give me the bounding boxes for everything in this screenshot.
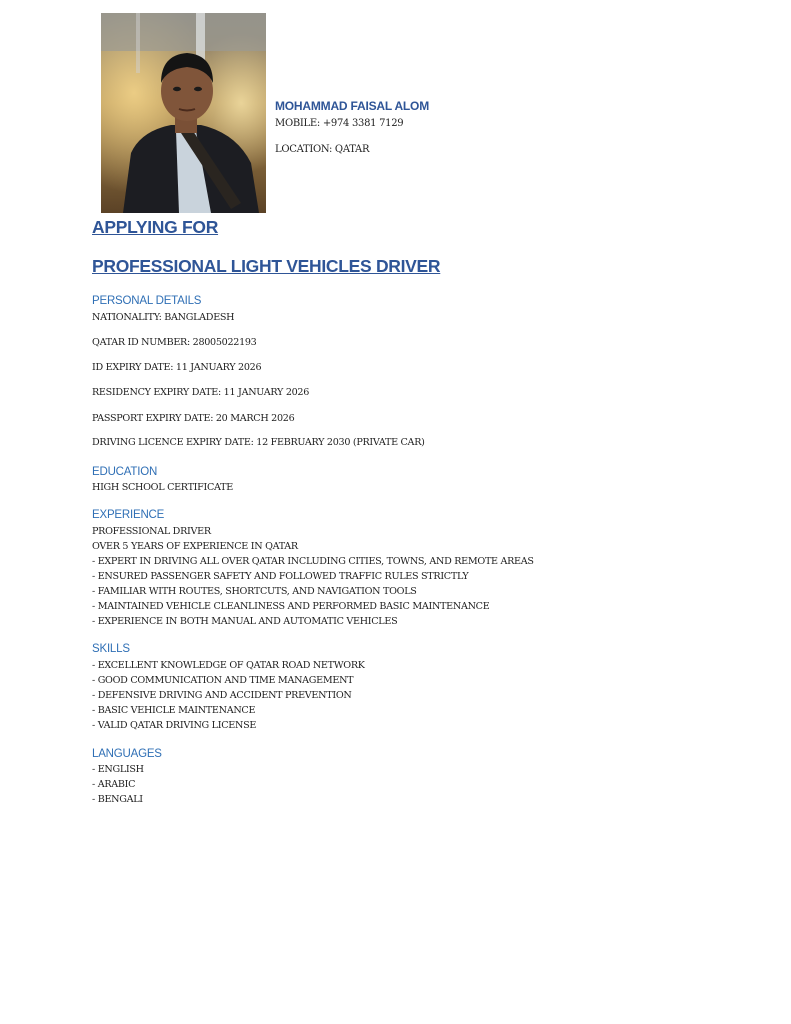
position-title: PROFESSIONAL LIGHT VEHICLES DRIVER — [92, 256, 441, 276]
experience-item: PROFESSIONAL DRIVER — [92, 526, 211, 537]
education-item: HIGH SCHOOL CERTIFICATE — [92, 482, 233, 493]
passport-expiry-date: PASSPORT EXPIRY DATE: 20 MARCH 2026 — [92, 413, 295, 424]
id-expiry-date: ID EXPIRY DATE: 11 JANUARY 2026 — [92, 362, 262, 373]
skill-item: - EXCELLENT KNOWLEDGE OF QATAR ROAD NETWORK — [92, 660, 365, 671]
skill-item: - GOOD COMMUNICATION AND TIME MANAGEMENT — [92, 675, 354, 686]
experience-heading: EXPERIENCE — [92, 509, 165, 521]
candidate-name: MOHAMMAD FAISAL ALOM — [275, 99, 429, 113]
skills-heading: SKILLS — [92, 643, 130, 655]
languages-heading: LANGUAGES — [92, 748, 162, 760]
experience-item: - EXPERT IN DRIVING ALL OVER QATAR INCLUDING CITIES, TOWNS, AND REMOTE AREAS — [92, 556, 534, 567]
skill-item: - BASIC VEHICLE MAINTENANCE — [92, 705, 256, 716]
mobile-number: MOBILE: +974 3381 7129 — [275, 118, 404, 129]
experience-item: - ENSURED PASSENGER SAFETY AND FOLLOWED TRAFFIC RULES STRICTLY — [92, 571, 469, 582]
skill-item: - DEFENSIVE DRIVING AND ACCIDENT PREVENTION — [92, 690, 352, 701]
personal-details-heading: PERSONAL DETAILS — [92, 295, 202, 307]
applying-for-heading: APPLYING FOR — [92, 217, 219, 237]
residency-expiry-date: RESIDENCY EXPIRY DATE: 11 JANUARY 2026 — [92, 387, 310, 398]
language-item: - ENGLISH — [92, 764, 144, 775]
location: LOCATION: QATAR — [275, 144, 370, 155]
language-item: - ARABIC — [92, 779, 136, 790]
experience-item: - EXPERIENCE IN BOTH MANUAL AND AUTOMATIC VEHICLES — [92, 616, 398, 627]
education-heading: EDUCATION — [92, 466, 158, 478]
experience-item: OVER 5 YEARS OF EXPERIENCE IN QATAR — [92, 541, 298, 552]
skill-item: - VALID QATAR DRIVING LICENSE — [92, 720, 257, 731]
experience-item: - FAMILIAR WITH ROUTES, SHORTCUTS, AND NAVIGATION TOOLS — [92, 586, 417, 597]
language-item: - BENGALI — [92, 794, 143, 805]
experience-item: - MAINTAINED VEHICLE CLEANLINESS AND PERFORMED BASIC MAINTENANCE — [92, 601, 490, 612]
contact-block — [275, 99, 429, 156]
profile-photo — [101, 13, 266, 213]
nationality: NATIONALITY: BANGLADESH — [92, 312, 235, 323]
driving-licence-expiry-date: DRIVING LICENCE EXPIRY DATE: 12 FEBRUARY 2030 (PRIVATE CAR) — [92, 437, 425, 448]
qatar-id-number: QATAR ID NUMBER: 28005022193 — [92, 337, 257, 348]
